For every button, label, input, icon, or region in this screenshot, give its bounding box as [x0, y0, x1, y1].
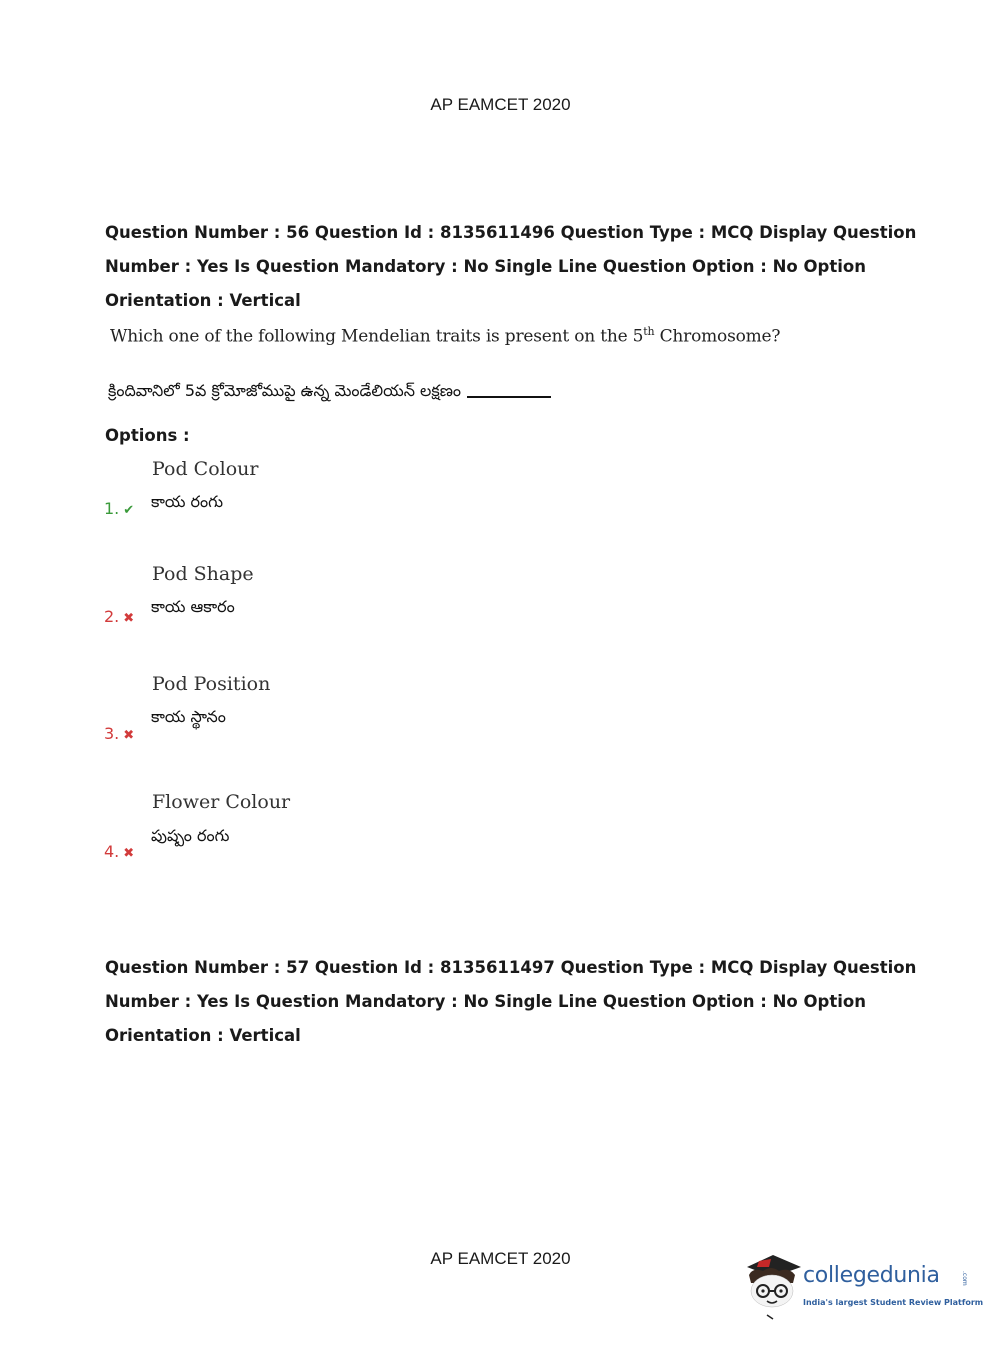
mascot-icon	[743, 1253, 803, 1323]
page-header: AP EAMCET 2020	[430, 95, 571, 114]
page-footer: AP EAMCET 2020	[430, 1249, 571, 1268]
cross-icon: ✖	[123, 728, 135, 743]
option-1-number	[104, 499, 134, 518]
option-number-label: 1.	[104, 499, 120, 518]
question-57-meta	[105, 951, 917, 1053]
ordinal-suffix: th	[643, 325, 655, 338]
option-3-english: Pod Position	[152, 673, 271, 695]
option-2-number	[104, 607, 134, 626]
question-text-english	[110, 325, 780, 347]
cross-icon: ✖	[123, 846, 135, 861]
meta-line: Question Number : 57 Question Id : 8135611497 Question Type : MCQ Display Question	[105, 958, 917, 977]
logo-wordmark: collegedunia	[803, 1263, 940, 1288]
meta-line: Orientation : Vertical	[105, 291, 301, 310]
checkmark-icon: ✔	[123, 503, 135, 518]
option-number-label: 2.	[104, 607, 120, 626]
meta-line: Orientation : Vertical	[105, 1026, 301, 1045]
option-number-label: 4.	[104, 842, 120, 861]
option-1-english: Pod Colour	[152, 458, 259, 480]
meta-line: Number : Yes Is Question Mandatory : No Single Line Question Option : No Option	[105, 992, 866, 1011]
logo-suffix: .com	[961, 1271, 968, 1286]
question-56-meta	[105, 216, 917, 318]
option-number-label: 3.	[104, 724, 120, 743]
answer-blank	[467, 395, 551, 398]
question-text-telugu	[108, 381, 551, 404]
question-text-part: Chromosome?	[659, 326, 781, 347]
meta-line: Question Number : 56 Question Id : 8135611496 Question Type : MCQ Display Question	[105, 223, 917, 242]
meta-line: Number : Yes Is Question Mandatory : No Single Line Question Option : No Option	[105, 257, 866, 276]
option-2-telugu: కాయ ఆకారం	[151, 597, 235, 616]
option-3-telugu: కాయ స్థానం	[151, 707, 226, 726]
option-2-english: Pod Shape	[152, 563, 254, 585]
cross-icon: ✖	[123, 611, 135, 626]
option-4-english: Flower Colour	[152, 791, 291, 813]
logo-tagline: India's largest Student Review Platform	[803, 1298, 984, 1307]
question-text-te: క్రిందివానిలో 5వ క్రోమోజోముపై ఉన్న మెండేలియన్ లక్షణం	[108, 381, 462, 400]
option-3-number	[104, 724, 134, 743]
option-4-telugu: పుష్పం రంగు	[151, 826, 230, 845]
option-4-number	[104, 842, 134, 861]
question-text-part: Which one of the following Mendelian traits is present on the 5	[110, 326, 644, 347]
collegedunia-logo	[743, 1253, 984, 1323]
options-label: Options :	[105, 426, 190, 445]
option-1-telugu: కాయ రంగు	[151, 492, 223, 511]
